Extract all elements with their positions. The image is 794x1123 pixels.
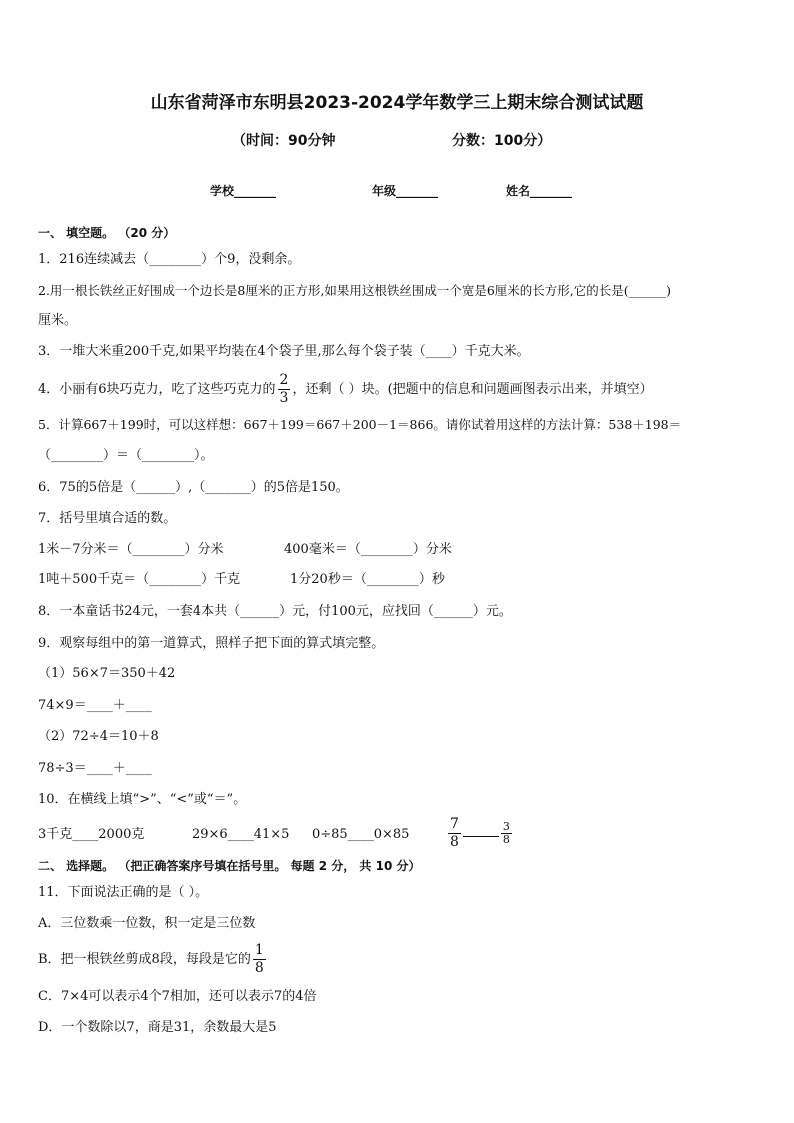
answer-blank — [463, 823, 499, 837]
question-10: 10．在横线上填“>”、“<”或“＝”。 — [38, 792, 247, 807]
question-10-item-c: 0÷85____0×85 — [312, 827, 410, 842]
question-2-cont: 厘米。 — [38, 313, 78, 328]
question-7-item-1: 1米－7分米＝（________）分米 — [38, 542, 224, 557]
fraction-seven-eighths: $\frac{7}{8}$ — [450, 816, 459, 850]
question-7-item-4: 1分20秒＝（________）秒 — [290, 572, 445, 587]
question-2: 2.用一根长铁丝正好围成一个边长是8厘米的正方形,如果用这根铁丝围成一个宽是6厘米的长方形,它的长是(______) — [38, 283, 672, 298]
question-9-answer-2: 78÷3＝____＋____ — [38, 761, 152, 776]
name-field: 姓名_______ — [506, 184, 573, 198]
question-9: 9．观察每组中的第一道算式，照样子把下面的算式填完整。 — [38, 636, 385, 651]
question-11-option-b — [38, 940, 268, 980]
question-8: 8．一本童话书24元，一套4本共（______）元，付100元，应找回（______）元。 — [38, 604, 512, 619]
question-9-answer-1: 74×9＝____＋____ — [38, 698, 152, 713]
question-9-example-2: （2）72÷4＝10＋8 — [38, 729, 159, 744]
fraction-three-eighths: $\frac{3}{8}$ — [502, 820, 510, 846]
question-11-option-d: D．一个数除以7，商是31，余数最大是5 — [38, 1020, 277, 1035]
page-title: 山东省菏泽市东明县2023-2024学年数学三上期末综合测试试题 — [150, 93, 644, 113]
question-11-option-a: A．三位数乘一位数，积一定是三位数 — [38, 916, 256, 931]
question-10-item-b: 29×6____41×5 — [192, 827, 290, 842]
question-10-item-a: 3千克____2000克 — [38, 827, 145, 842]
question-4 — [38, 372, 653, 407]
question-3: 3．一堆大米重200千克,如果平均装在4个袋子里,那么每个袋子装（____）千克大米。 — [38, 344, 530, 359]
question-7-item-3: 1吨＋500千克＝（________）千克 — [38, 572, 241, 587]
question-6: 6．75的5倍是（______）,（_______）的5倍是150。 — [38, 480, 349, 495]
question-1: 1．216连续减去（________）个9，没剩余。 — [38, 252, 301, 267]
time-label: （时间：90分钟 — [232, 133, 336, 149]
question-10-item-d — [446, 814, 514, 854]
question-4-text: 4．小丽有6块巧克力，吃了这些巧克力的 — [38, 382, 276, 397]
fraction-two-thirds: $\frac{2}{3}$ — [279, 372, 289, 406]
school-field: 学校_______ — [210, 184, 277, 198]
question-11-option-c: C．7×4可以表示4个7相加，还可以表示7的4倍 — [38, 989, 317, 1004]
option-b-text: B．把一根铁丝剪成8段，每段是它的 — [38, 952, 251, 967]
score-label: 分数：100分） — [452, 133, 552, 149]
question-11: 11．下面说法正确的是（ ）。 — [38, 885, 209, 900]
question-5-cont: （________）＝（________）。 — [38, 448, 214, 463]
question-7: 7．括号里填合适的数。 — [38, 511, 177, 526]
question-7-item-2: 400毫米＝（________）分米 — [284, 542, 452, 557]
section-2-heading: 二、 选择题。 （把正确答案序号填在括号里。 每题 2 分， 共 10 分） — [38, 859, 421, 873]
grade-field: 年级_______ — [372, 184, 439, 198]
section-1-heading: 一、 填空题。 （20 分） — [38, 226, 176, 240]
question-4-text-after: ，还剩（ ）块。(把题中的信息和问题画图表示出来，并填空） — [292, 382, 653, 397]
question-9-example-1: （1）56×7＝350＋42 — [38, 666, 176, 681]
fraction-one-eighth: $\frac{1}{8}$ — [254, 942, 264, 976]
question-5: 5．计算667＋199时，可以这样想：667＋199＝667＋200－1＝866。请你试着用这样的方法计算：538＋198＝ — [38, 417, 682, 432]
